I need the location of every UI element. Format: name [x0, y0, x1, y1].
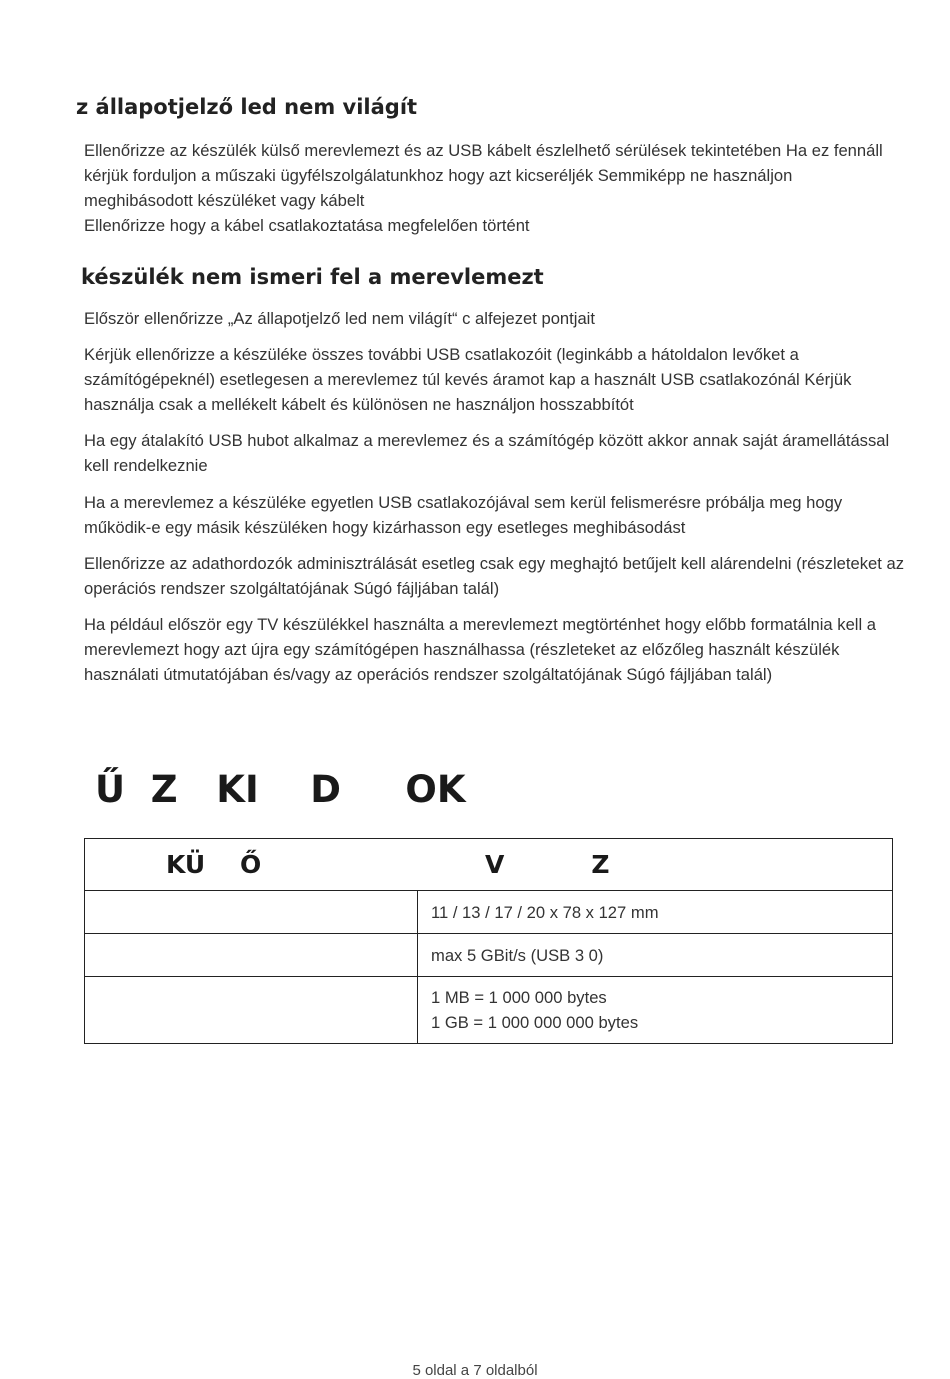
paragraph-usb-ports: Kérjük ellenőrizze a készüléke összes további USB csatlakozóit (leginkább a hátoldalon levőket a számítógépeknél) esetlegesen a merevlemez túl kevés áramot kap a használt USB csatlakozónál Kérjük használja csak a mellékelt kábelt és különösen ne használjon hosszabbítót [84, 345, 852, 414]
specs-table [84, 838, 893, 1044]
page-number: 5 oldal a 7 oldalból [412, 1362, 538, 1379]
spec-value-units [418, 977, 893, 1044]
specs-heading: Ű Z KI D OK [95, 768, 466, 811]
paragraph-check-cable: Ellenőrizze hogy a kábel csatlakoztatása megfelelően történt [84, 216, 530, 235]
unit-gb-line: 1 GB = 1 000 000 000 bytes [431, 1013, 639, 1032]
section-title-led: z állapotjelző led nem világít [76, 95, 418, 119]
paragraph-check-damage: Ellenőrizze az készülék külső merevlemezt és az USB kábelt észlelhető sérülések tekintetében Ha ez fennáll kérjük forduljon a műszaki ügyfélszolgálatunkhoz hogy azt kicseréljék Semmiképp ne használjon meghibásodott készüléket vagy kábelt [84, 141, 883, 210]
table-header-row [85, 839, 893, 891]
spec-label-speed [85, 934, 418, 977]
spec-value-dimensions: 11 / 13 / 17 / 20 x 78 x 127 mm [418, 891, 893, 934]
table-row [85, 934, 893, 977]
spec-label-dimensions [85, 891, 418, 934]
paragraph-first-check: Először ellenőrizze „Az állapotjelző led nem világít“ c alfejezet pontjait [84, 309, 595, 328]
spec-value-speed: max 5 GBit/s (USB 3 0) [418, 934, 893, 977]
table-row [85, 891, 893, 934]
paragraph-drive-letter: Ellenőrizze az adathordozók adminisztrálását esetleg csak egy meghajtó betűjelt kell alárendelni (részleteket az operációs rendszer szolgáltatójának Súgó fájljában talál) [84, 554, 904, 598]
table-row [85, 977, 893, 1044]
paragraph-tv-format: Ha például először egy TV készülékkel használta a merevlemezt megtörténhet hogy előbb formatálnia kell a merevlemezt hogy azt újra egy számítógépen használhassa (részleteket az előzőleg használt készülék használati útmutatójában és/vagy az operációs rendszer szolgáltatójának Súgó fájljában talál) [84, 615, 877, 684]
unit-mb-line: 1 MB = 1 000 000 bytes [431, 988, 607, 1007]
paragraph-other-device: Ha a merevlemez a készüléke egyetlen USB csatlakozójával sem kerül felismerésre próbálja meg hogy működik-e egy másik készüléken hogy kizárhasson egy esetleges meghibásodást [84, 493, 843, 537]
spec-label-units [85, 977, 418, 1044]
paragraph-usb-hub: Ha egy átalakító USB hubot alkalmaz a merevlemez és a számítógép között akkor annak saját áramellátással kell rendelkeznie [84, 431, 890, 475]
table-header [85, 839, 893, 891]
section-title-not-recognized: készülék nem ismeri fel a merevlemezt [81, 265, 544, 289]
header-left-label: KÜ Ő [166, 850, 262, 879]
header-right-label: V Z [485, 850, 610, 879]
